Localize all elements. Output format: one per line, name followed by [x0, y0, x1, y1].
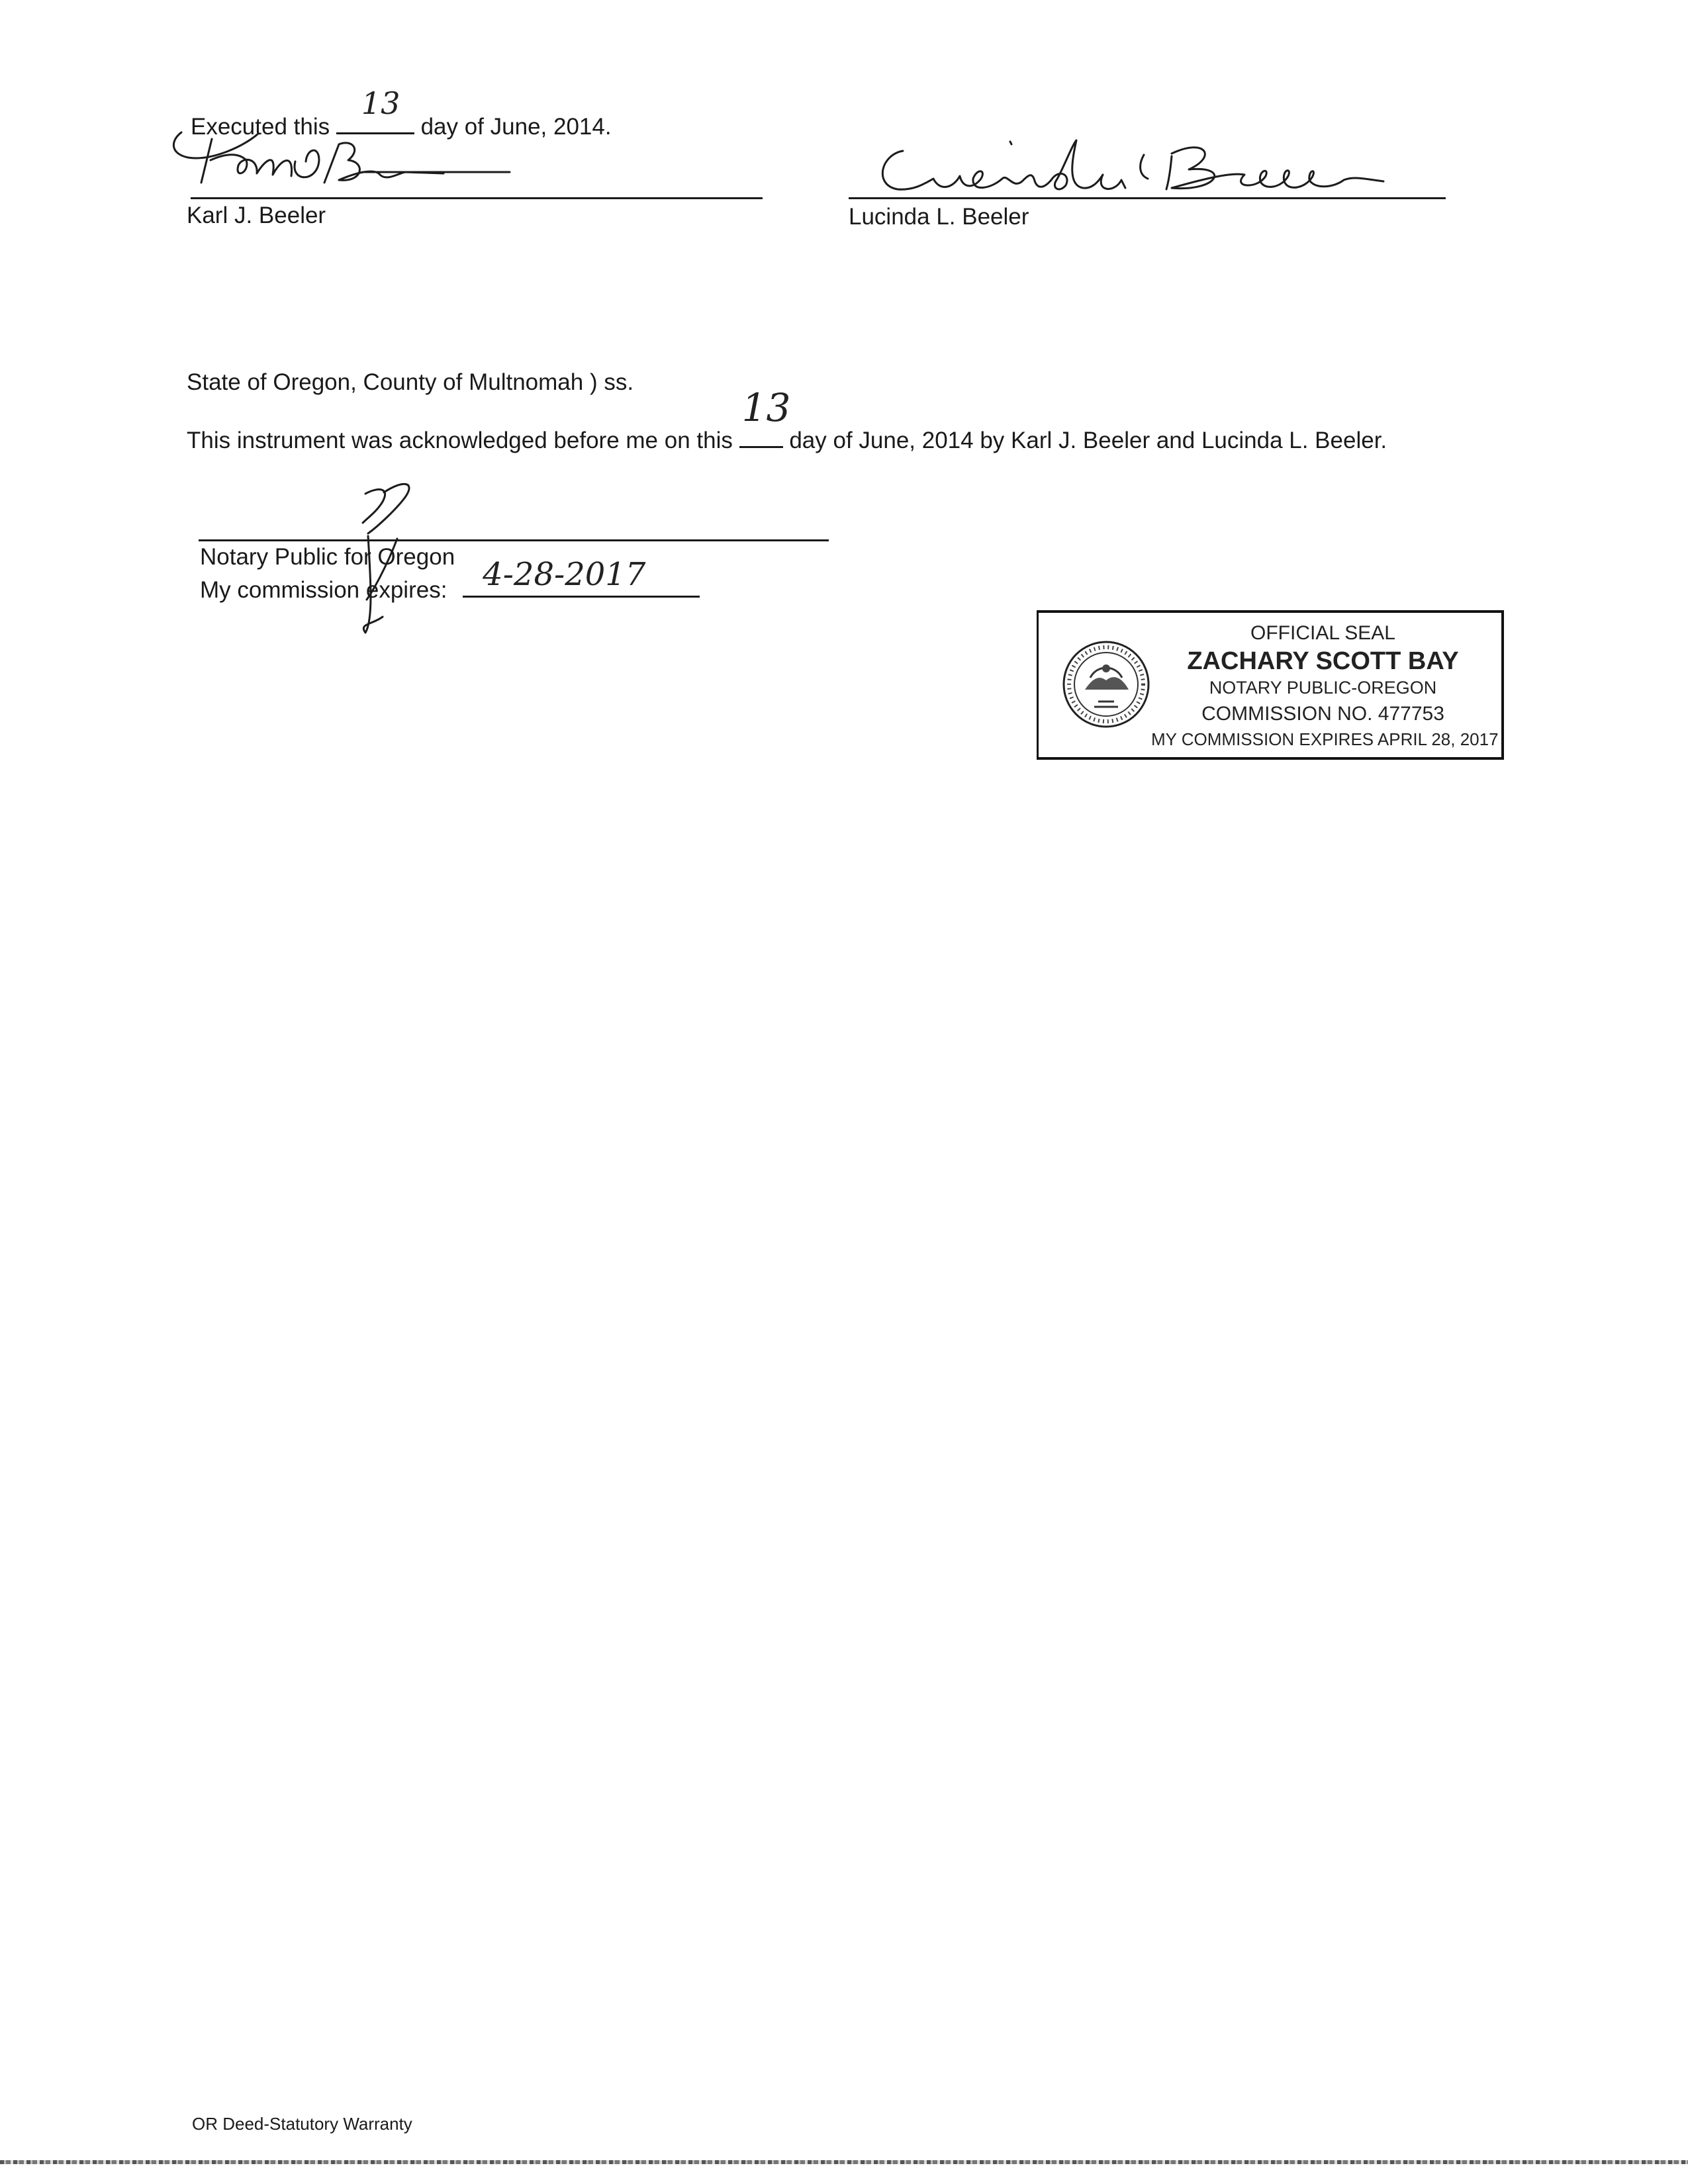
acknowledgment-line — [187, 385, 1387, 454]
lucinda-signature — [861, 132, 1403, 199]
seal-commission-number: COMMISSION NO. 477753 — [1201, 703, 1444, 725]
footer-form-name: OR Deed-Statutory Warranty — [192, 2114, 412, 2134]
acknowledgment-day-blank — [739, 385, 791, 448]
seal-notary-title: NOTARY PUBLIC-OREGON — [1209, 678, 1437, 698]
lucinda-name: Lucinda L. Beeler — [849, 204, 1029, 230]
seal-notary-name: ZACHARY SCOTT BAY — [1187, 647, 1459, 675]
lucinda-signature-line — [849, 197, 1446, 199]
official-seal — [1037, 610, 1504, 760]
venue-line: State of Oregon, County of Multnomah ) ss. — [187, 369, 634, 395]
seal-expiration: MY COMMISSION EXPIRES APRIL 28, 2017 — [1151, 729, 1499, 749]
notary-commission-blank — [463, 556, 700, 598]
notary-signature-line — [199, 539, 829, 541]
notary-title-line: Notary Public for Oregon — [200, 544, 455, 570]
karl-signature — [165, 119, 477, 192]
acknowledgment-suffix: day of June, 2014 by Karl J. Beeler and Lucinda L. Beeler. — [789, 428, 1387, 453]
acknowledgment-day-handwritten: 13 — [741, 385, 791, 430]
notary-commission-label: My commission expires: — [200, 577, 447, 603]
karl-signature-line — [191, 197, 763, 199]
execution-suffix: day of June, 2014. — [420, 114, 612, 140]
karl-name: Karl J. Beeler — [187, 203, 326, 228]
scan-edge-strip — [0, 2160, 1688, 2164]
execution-day-handwritten: 13 — [361, 85, 400, 121]
acknowledgment-prefix: This instrument was acknowledged before me on this — [187, 428, 733, 453]
oregon-state-seal-icon — [1060, 638, 1152, 731]
notary-commission-date: 4-28-2017 — [483, 556, 646, 593]
seal-heading: OFFICIAL SEAL — [1250, 622, 1395, 644]
execution-prefix: Executed this — [191, 114, 330, 140]
